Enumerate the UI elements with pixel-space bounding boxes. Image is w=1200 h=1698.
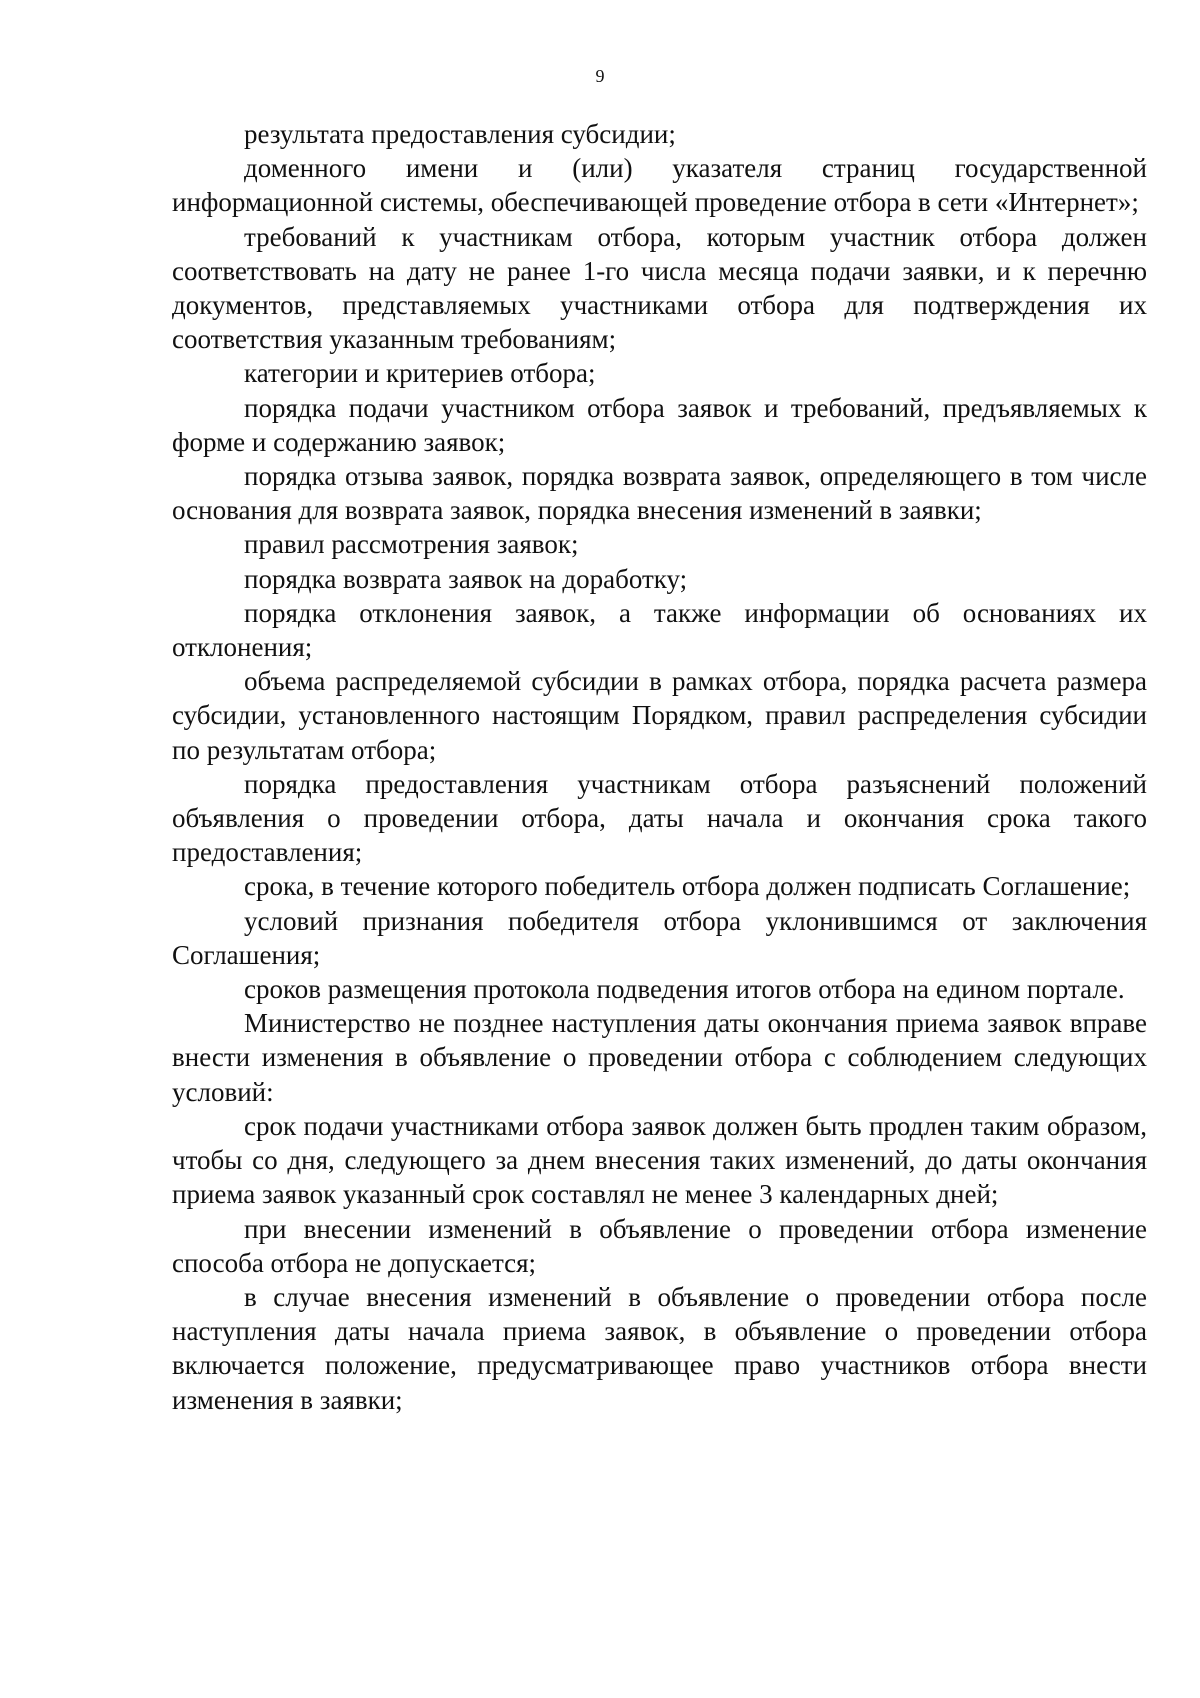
paragraph: правил рассмотрения заявок; — [244, 529, 579, 560]
document-body — [172, 117, 1147, 1417]
paragraph: условий признания победителя отбора уклонившимся от заключения Соглашения; — [172, 905, 1147, 970]
paragraph: порядка подачи участником отбора заявок и требований, предъявляемых к форме и содержанию заявок; — [172, 392, 1147, 457]
paragraph: порядка предоставления участникам отбора разъяснений положений объявления о проведении отбора, даты начала и окончания срока такого предоставления; — [172, 768, 1147, 868]
paragraph: срок подачи участниками отбора заявок должен быть продлен таким образом, чтобы со дня, следующего за днем внесения таких изменений, до даты окончания приема заявок указанный срок составлял не менее 3 календарных дней; — [172, 1110, 1147, 1210]
paragraph: порядка отзыва заявок, порядка возврата заявок, определяющего в том числе основания для возврата заявок, порядка внесения изменений в заявки; — [172, 461, 1147, 526]
paragraph: при внесении изменений в объявление о проведении отбора изменение способа отбора не допускается; — [172, 1213, 1147, 1278]
page-number: 9 — [595, 66, 605, 86]
paragraph: в случае внесения изменений в объявление о проведении отбора после наступления даты начала приема заявок, в объявление о проведении отбора включается положение, предусматривающее право участников отбора внести изменения в заявки; — [172, 1281, 1147, 1415]
paragraph: порядка возврата заявок на доработку; — [244, 563, 688, 594]
paragraph: сроков размещения протокола подведения итогов отбора на едином портале. — [244, 974, 1125, 1005]
paragraph: требований к участникам отбора, которым участник отбора должен соответствовать на дату не ранее 1-го числа месяца подачи заявки, и к перечню документов, представляемых участниками отбора для подтверждения их соответствия указанным требованиям; — [172, 221, 1147, 355]
paragraph: результата предоставления субсидии; — [244, 119, 676, 149]
paragraph: срока, в течение которого победитель отбора должен подписать Соглашение; — [244, 871, 1131, 902]
paragraph: Министерство не позднее наступления даты окончания приема заявок вправе внести изменения в объявление о проведении отбора с соблюдением следующих условий: — [172, 1008, 1147, 1107]
paragraph: категории и критериев отбора; — [244, 358, 596, 389]
paragraph: порядка отклонения заявок, а также информации об основаниях их отклонения; — [172, 597, 1147, 663]
paragraph: доменного имени и (или) указателя страниц государственной информационной системы, обеспечивающей проведение отбора в сети «Интернет»; — [172, 153, 1147, 218]
paragraph: объема распределяемой субсидии в рамках отбора, порядка расчета размера субсидии, установленного настоящим Порядком, правил распределения субсидии по результатам отбора; — [172, 666, 1147, 765]
